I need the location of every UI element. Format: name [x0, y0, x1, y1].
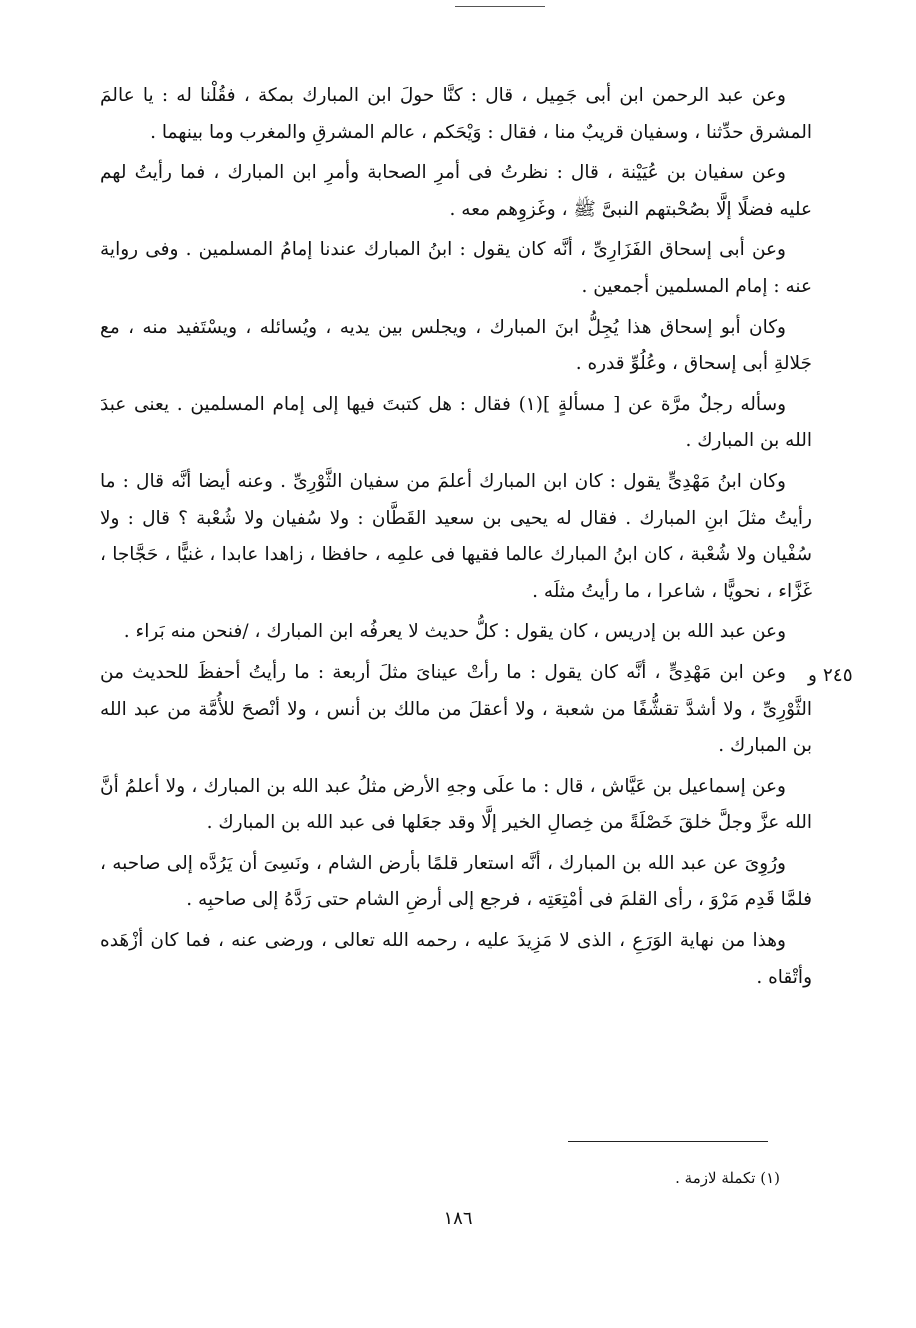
margin-folio-note: ٢٤٥ و — [808, 665, 853, 686]
paragraph-2: وعن سفيان بن عُيَيْنة ، قال : نظرتُ فى أمرِ الصحابة وأمرِ ابن المبارك ، فما رأيتُ لهم عليه فضلًا إلَّا بصُحْبتهم النبىَّ ﷺ ، وغَزوِهم معه . — [100, 162, 812, 220]
paragraph-6: وكان ابنُ مَهْدِىٍّ يقول : كان ابن المبارك أعلمَ من سفيان الثَّوْرِىِّ . وعنه أيضا أنَّه قال : ما رأيتُ مثلَ ابنِ المبارك . فقال له يحيى بن سعيد القَطَّان : ولا سُفيان ولا شُعْبة ؟ قال : ولا سُفْيان ولا شُعْبة ، كان ابنُ المبارك عالما فقيها فى علمِه ، حافظا ، زاهدا عابدا ، غنيًّا ، حَجَّاجا ، غَزَّاء ، نحويًّا ، شاعرا ، ما رأيتُ مثلَه . — [100, 470, 812, 602]
paragraph-1: وعن عبد الرحمن ابن أبى جَمِيل ، قال : كنَّا حولَ ابن المبارك بمكة ، فقُلْنا له : يا عالمَ المشرق حدِّثنا ، وسفيان قريبٌ منا ، فقال : وَيْحَكم ، عالم المشرقِ والمغرب وما بينهما . — [100, 85, 812, 143]
footnote: (١) تكملة لازمة . — [675, 1169, 780, 1187]
top-rule — [455, 6, 545, 7]
paragraph-7: وعن عبد الله بن إدريس ، كان يقول : كلُّ حديث لا يعرفُه ابن المبارك ، /فنحن منه بَراء . — [123, 621, 786, 643]
paragraph-8: وعن ابن مَهْدِىٍّ ، أنَّه كان يقول : ما رأتْ عيناىَ مثلَ أربعة : ما رأيتُ أحفظَ للحديث من الثَّوْرِىِّ ، ولا أشدَّ تقشُّفًا من شعبة ، ولا أعقلَ من مالك بن أنس ، ولا أنْصحَ للأُمَّة من عبد الله بن المبارك . — [100, 661, 812, 757]
paragraph-5: وسأله رجلٌ مرَّة عن [ مسألةٍ ](١) فقال : هل كتبتَ فيها إلى إمام المسلمين . يعنى عبدَ الله بن المبارك . — [100, 393, 812, 452]
page-number: ١٨٦ — [443, 1208, 473, 1229]
main-text — [100, 78, 812, 1000]
paragraph-3: وعن أبى إسحاق الفَزَارِىِّ ، أنَّه كان يقول : ابنُ المبارك عندنا إمامُ المسلمين . وفى رواية عنه : إمام المسلمين أجمعين . — [100, 239, 812, 297]
footnote-rule — [568, 1141, 768, 1142]
paragraph-4: وكان أبو إسحاق هذا يُجِلُّ ابنَ المبارك ، ويجلس بين يديه ، ويُسائله ، ويسْتَفيد منه ، مع جَلالةِ أبى إسحاق ، وعُلُوِّ قدره . — [100, 316, 812, 375]
paragraph-9: وعن إسماعيل بن عَيَّاش ، قال : ما علَى وجهِ الأرض مثلُ عبد الله بن المبارك ، ولا أعلمُ أنَّ الله عزَّ وجلَّ خلقَ خَصْلَةً من خِصالِ الخير إلَّا وقد جعَلها فى عبد الله بن المبارك . — [100, 775, 812, 834]
paragraph-10: ورُوِىَ عن عبد الله بن المبارك ، أنَّه استعار قلمًا بأرض الشام ، ونَسِىَ أن يَرُدَّه إلى صاحبه ، فلمَّا قَدِم مَرْوَ ، رأى القلمَ فى أمْتِعَتِه ، فرجع إلى أرضِ الشام حتى رَدَّهُ إلى صاحبِه . — [100, 852, 812, 911]
paragraph-11: وهذا من نهاية الوَرَعِ ، الذى لا مَزِيدَ عليه ، رحمه الله تعالى ، ورضى عنه ، فما كان أزْهَده وأتْقاه . — [100, 930, 812, 988]
